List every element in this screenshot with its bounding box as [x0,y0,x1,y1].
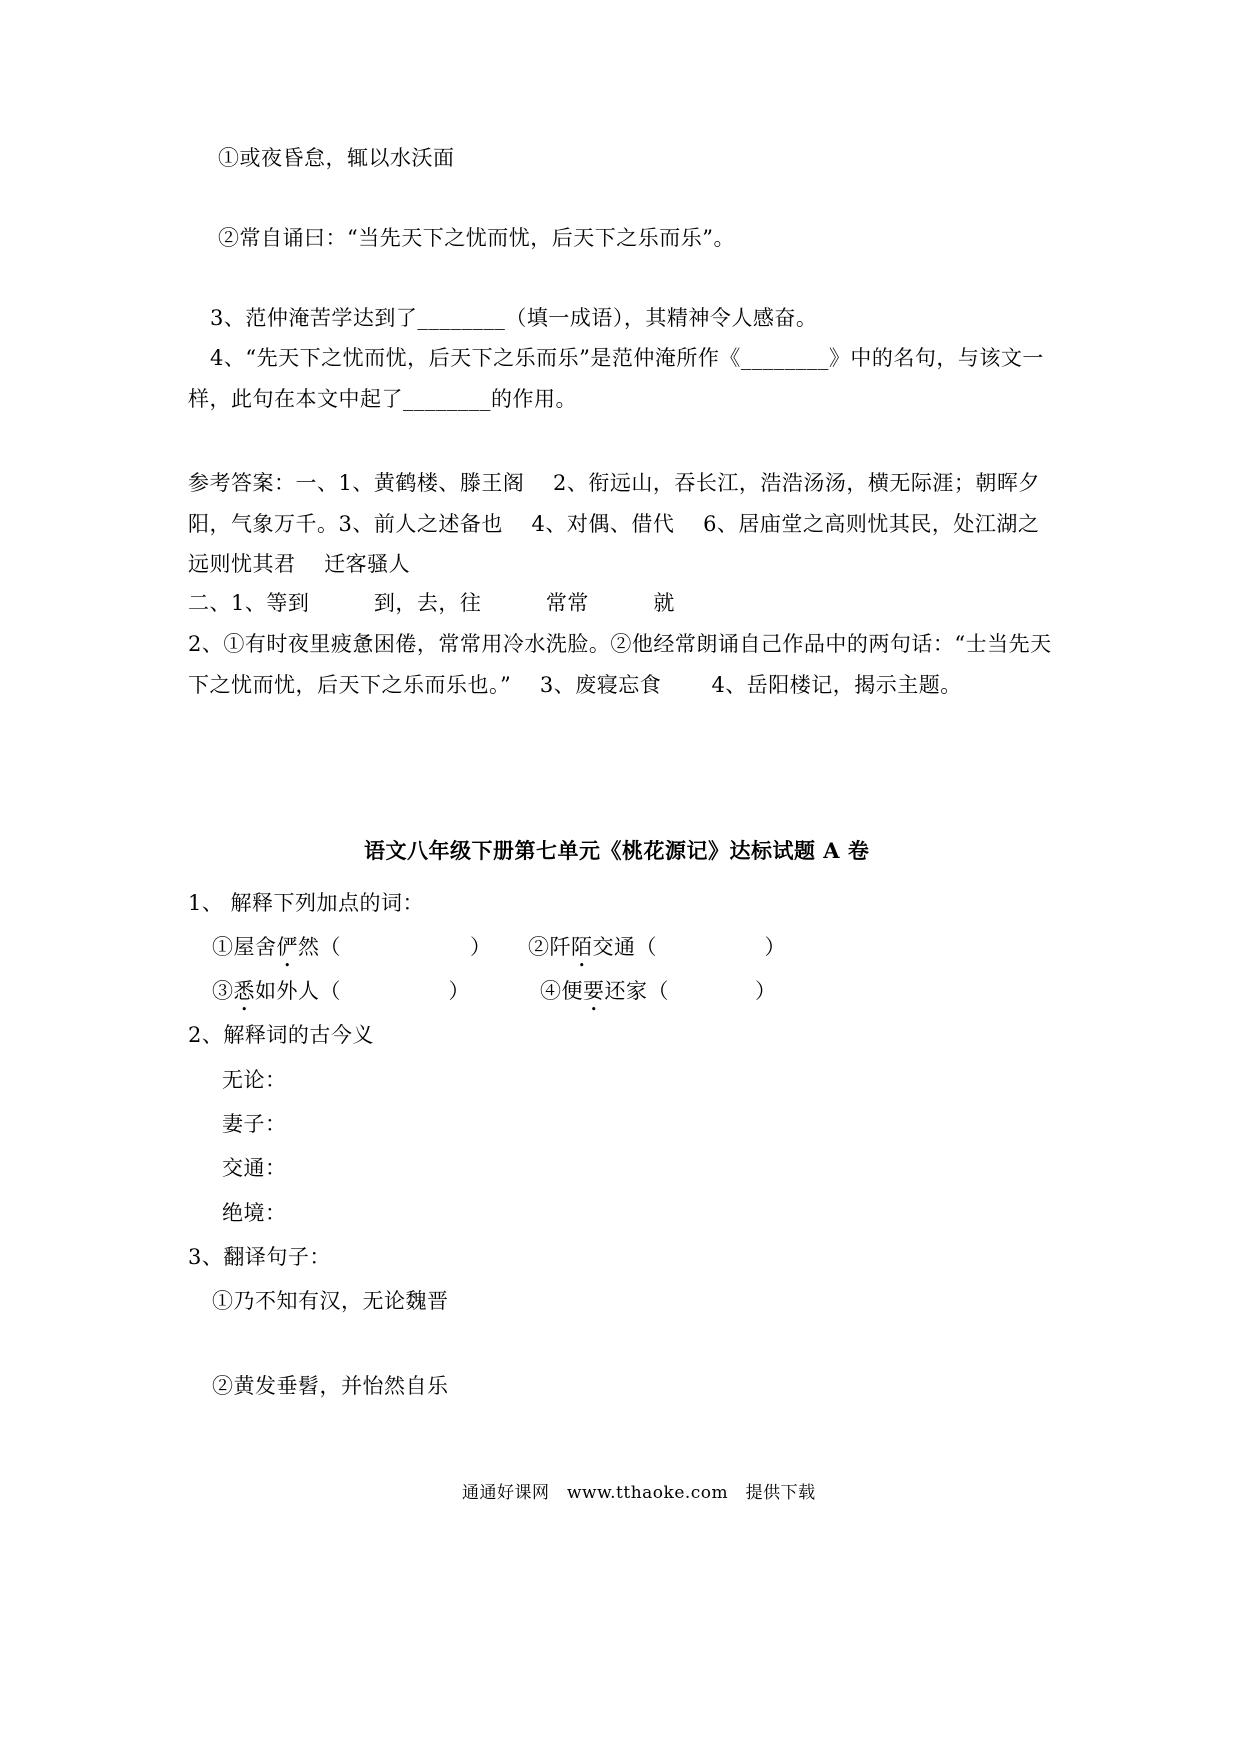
question-4-line: 样，此句在本文中起了________的作用。 [188,387,577,411]
dotted-char: 要 [583,979,605,1003]
footer: 通通好课网 www.tthaoke.com 提供下载 [462,1483,816,1503]
translation-item: ②黄发垂髫，并怡然自乐 [212,1374,449,1398]
translation-item: ①乃不知有汉，无论魏晋 [212,1289,449,1313]
term-item: 交通： [222,1156,287,1180]
term-item: 无论： [222,1068,287,1092]
answer-line: 远则忧其君 迁客骚人 [188,552,411,576]
dotted-char: 陌 [571,935,593,959]
question-item: ①或夜昏怠，辄以水沃面 [218,146,455,170]
answer-line: 2、①有时夜里疲惫困倦，常常用冷水洗脸。②他经常朗诵自己作品中的两句话：“士当先天 [188,632,1052,656]
item-text: ②阡 [528,935,571,959]
question-2-label: 2、解释词的古今义 [188,1023,374,1047]
item-text: 交通（ ） [592,935,786,959]
term-item: 绝境： [222,1201,287,1225]
term-item: 妻子： [222,1112,287,1136]
item-text: ①屋舍 [212,935,277,959]
item-text: 还家（ ） [604,979,777,1003]
answer-line: 参考答案：一、1、黄鹤楼、滕王阁 2、衔远山，吞长江，浩浩汤汤，横无际涯；朝晖夕 [188,471,1040,495]
question-4-line: 4、“先天下之忧而忧，后天下之乐而乐”是范仲淹所作《________》中的名句，与该文一 [210,346,1044,370]
dotted-char: 悉 [233,979,255,1003]
question-1-item [212,933,492,972]
item-text: 如外人（ ） [255,979,470,1003]
question-item: ②常自诵曰：“当先天下之忧而忧，后天下之乐而乐”。 [218,226,735,250]
question-1-item [212,977,470,1016]
question-3-label: 3、翻译句子： [188,1245,331,1269]
answer-line: 阳，气象万千。3、前人之述备也 4、对偶、借代 6、居庙堂之高则忧其民，处江湖之 [188,512,1040,536]
item-text: ④便 [540,979,583,1003]
item-text: 然（ ） [298,935,492,959]
question-1-item [540,977,777,1016]
exam-title: 语文八年级下册第七单元《桃花源记》达标试题 A 卷 [364,838,870,863]
dotted-char: 俨 [276,935,298,959]
answer-line: 下之忧而忧，后天下之乐而乐也。” 3、废寝忘食 4、岳阳楼记，揭示主题。 [188,673,962,697]
question-1-label: 1、 解释下列加点的词： [188,891,425,915]
question-3: 3、范仲淹苦学达到了________（填一成语），其精神令人感奋。 [210,306,818,330]
answer-line: 二、1、等到 到，去，往 常常 就 [188,591,675,615]
question-1-item [528,933,786,972]
item-text: ③ [212,979,234,1003]
